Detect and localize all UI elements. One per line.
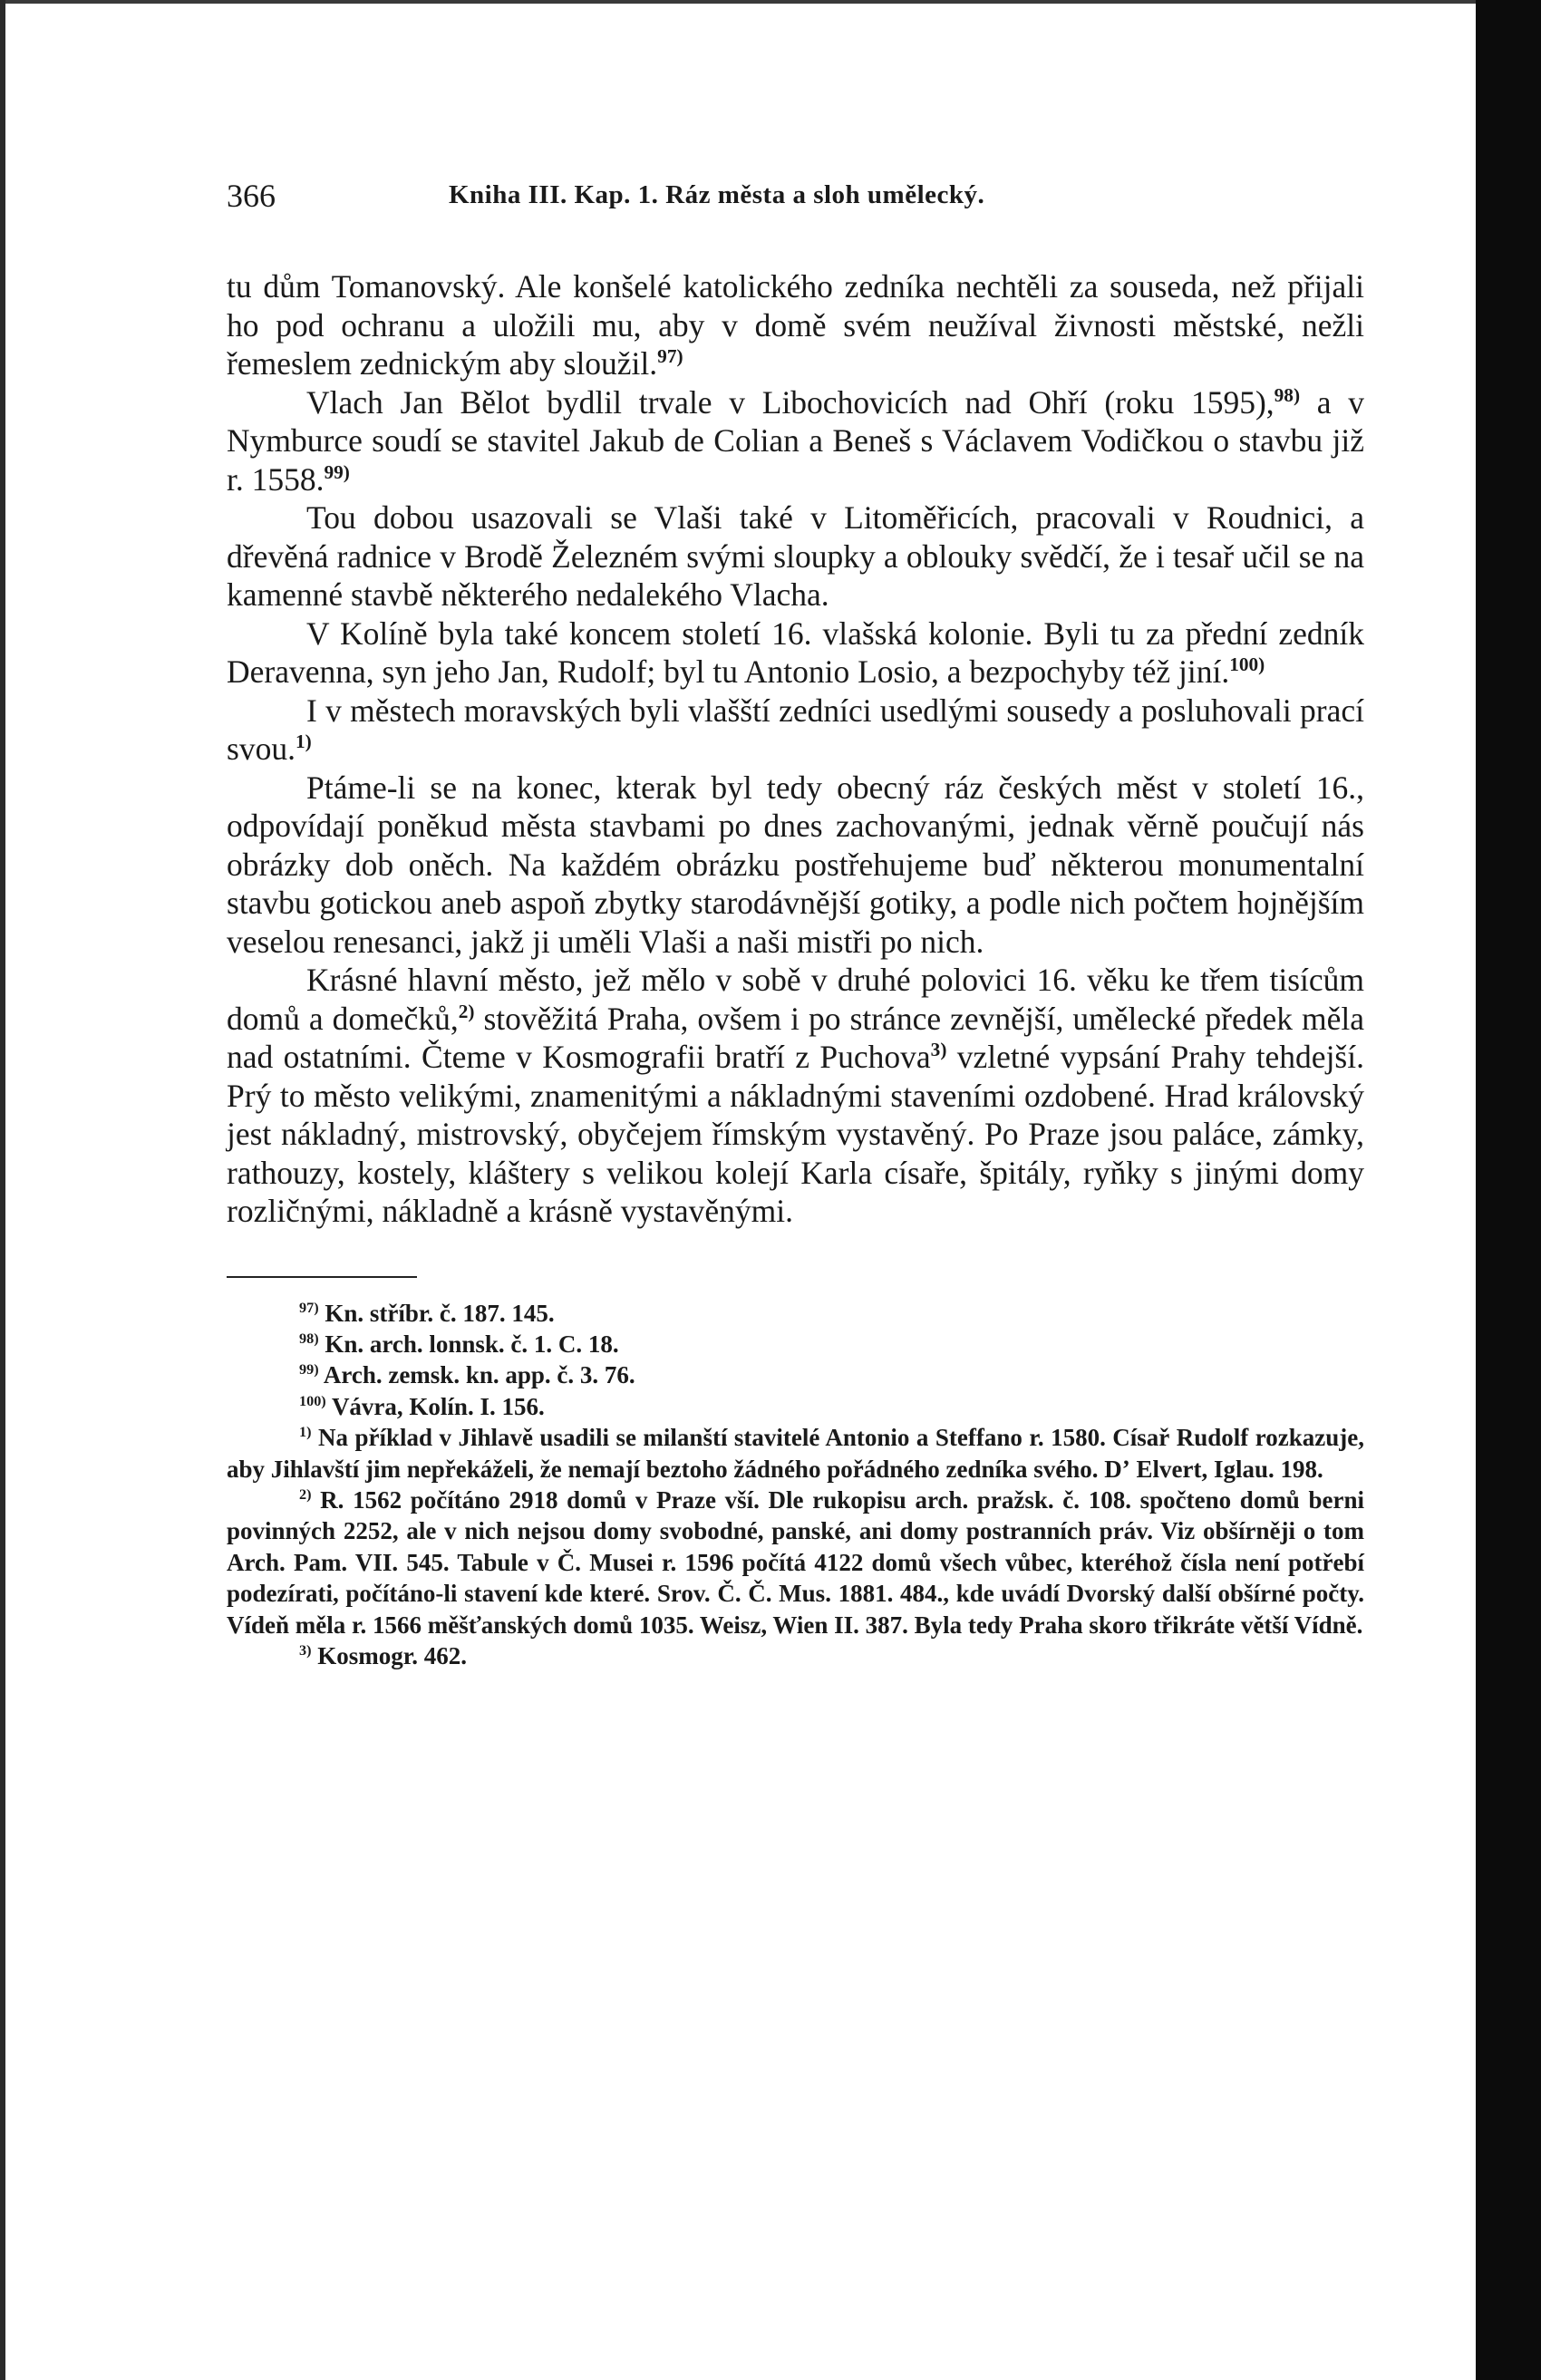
- footnote: $^{3)}$ Kosmogr. 462.: [299, 1641, 467, 1669]
- paragraph: Tou dobou usazovali se Vlaši také v Litoměřicích, pracovali v Roudnici, a dřevěná radnice v Brodě Železném svými sloupky a oblouky svědčí, že i tesař učil se na kamenné stavbě některého nedalekého Vlacha.: [227, 499, 1364, 613]
- footnote: $^{1)}$ Na příklad v Jihlavě usadili se milanští stavitelé Antonio a Steffano r. 1580. Císař Rudolf rozkazuje, aby Jihlavští jim nepřekáželi, že nemají beztoho žádného pořádného zedníka svého. Dʼ Elvert, Iglau. 198.: [227, 1424, 1364, 1483]
- paragraph: Krásné hlavní město, jež mělo v sobě v druhé polovici 16. věku ke třem tisícům domů a domečků,$^{2)}$ stověžitá Praha, ovšem i po stránce zevnější, umělecké předek měla nad ostatními. Čteme v Kosmografii bratří z Puchova$^{3)}$ vzletné vypsání Prahy tehdejší. Prý to město velikými, znamenitými a nákladnými staveními ozdobené. Hrad královský jest nákladný, mistrovský, obyčejem římským vystavěný. Po Praze jsou paláce, zámky, rathouzy, kostely, kláštery s velikou kolejí Karla císaře, špitály, ryňky s jinými domy rozličnými, nákladně a krásně vystavěnými.: [227, 962, 1364, 1229]
- scan-edge-right: [1476, 0, 1541, 2380]
- footnote-ref: 1): [295, 730, 312, 753]
- footnote-ref: 98): [1274, 383, 1301, 406]
- footnote-rule: [227, 1276, 417, 1278]
- book-page: [227, 177, 1364, 1671]
- running-title: Kniha III. Kap. 1. Ráz města a sloh umělecký.: [449, 180, 985, 209]
- footnote: $^{99)}$ Arch. zemsk. kn. app. č. 3. 76.: [299, 1361, 635, 1389]
- footnote-ref: 99): [324, 460, 350, 483]
- scan-edge-top: [0, 0, 1541, 4]
- footnote: $^{100)}$ Vávra, Kolín. I. 156.: [299, 1392, 545, 1420]
- footnote: $^{98)}$ Kn. arch. lonnsk. č. 1. C. 18.: [299, 1330, 619, 1358]
- footnote-ref: 100): [1229, 653, 1265, 676]
- footnote-ref: 97): [657, 345, 683, 368]
- footnote-ref: 3): [930, 1039, 947, 1061]
- running-head: [227, 177, 1364, 213]
- paragraph: Vlach Jan Bělot bydlil trvale v Libochovicích nad Ohří (roku 1595),$^{98)}$ a v Nymburce soudí se stavitel Jakub de Colian a Beneš s Václavem Vodičkou o stavbu již r. 1558.$^{99)}$: [227, 383, 1364, 498]
- footnote: $^{2)}$ R. 1562 počítáno 2918 domů v Praze vší. Dle rukopisu arch. pražsk. č. 108. spočteno domů berni povinných 2252, ale v nich nejsou domy svobodné, panské, ani domy postranních práv. Viz obšírněji o tom Arch. Pam. VII. 545. Tabule v Č. Musei r. 1596 počítá 4122 domů všech vůbec, kteréhož čísla není potřebí podezírati, počítáno-li stavení kde které. Srov. Č. Č. Mus. 1881. 484., kde uvádí Dvorský další obšírné počty. Vídeň měla r. 1566 měšťanských domů 1035. Weisz, Wien II. 387. Byla tedy Praha skoro třikráte větší Vídně.: [227, 1485, 1365, 1639]
- footnote: $^{97)}$ Kn. stříbr. č. 187. 145.: [299, 1299, 555, 1327]
- paragraph: V Kolíně byla také koncem století 16. vlašská kolonie. Byli tu za přední zedník Deravenna, syn jeho Jan, Rudolf; byl tu Antonio Losio, a bezpochyby též jiní.$^{100)}$: [227, 614, 1364, 690]
- paragraph: I v městech moravských byli vlašští zedníci usedlými sousedy a posluhovali prací svou.$^{1)}$: [227, 692, 1364, 767]
- footnote-ref: 2): [458, 1000, 475, 1022]
- main-text: [227, 267, 1364, 1231]
- page-number: 366: [227, 178, 276, 214]
- footnotes: [227, 1298, 1364, 1672]
- paragraph: Ptáme-li se na konec, kterak byl tedy obecný ráz českých měst v století 16., odpovídají poněkud města stavbami po dnes zachovanými, jednak věrně poučují nás obrázky dob oněch. Na každém obrázku postřehujeme buď některou monumentalní stavbu gotickou aneb aspoň zbytky starodávnější gotiky, a podle nich počtem hojnějším veselou renesanci, jakž ji uměli Vlaši a naši mistři po nich.: [227, 769, 1364, 960]
- paragraph: tu dům Tomanovský. Ale konšelé katolického zedníka nechtěli za souseda, než přijali ho pod ochranu a uložili mu, aby v domě svém neužíval živnosti městské, nežli řemeslem zednickým aby sloužil.$^{97)}$: [227, 268, 1364, 382]
- scan-edge-left: [0, 0, 5, 2380]
